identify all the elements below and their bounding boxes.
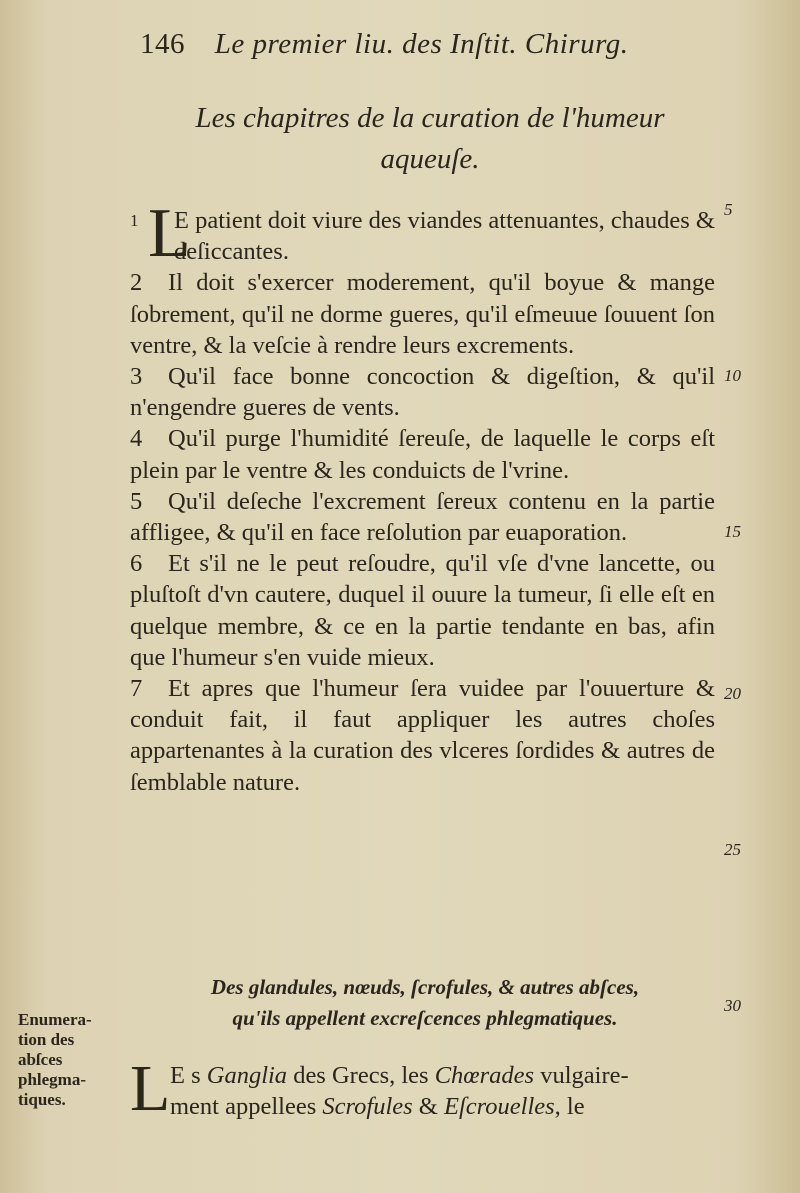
paragraph-6-text: Et s'il ne le peut reſoudre, qu'il vſe d'vne lancette, ou pluſtoſt d'vn cautere, duquel il ouure la tumeur, ſi elle eſt en quelque membre, & ce en la partie tendante en bas, afin que l'humeur s'en vuide mieux. bbox=[130, 550, 715, 671]
running-title: Le premier liu. des Inſtit. Chirurg. bbox=[214, 28, 629, 60]
text-run-italic: Eſcrouelles bbox=[443, 1093, 555, 1121]
line-number: 5 bbox=[724, 200, 733, 219]
paragraph-3 bbox=[130, 361, 715, 423]
paragraph-5-text: Qu'il deſeche l'excrement ſereux contenu en la partie affligee, & qu'il en face reſolution par euaporation. bbox=[130, 487, 715, 547]
text-run: E s bbox=[170, 1062, 207, 1089]
margin-note-line: abſces bbox=[18, 1050, 63, 1069]
text-run: ment appellees bbox=[170, 1093, 323, 1121]
final-line-1 bbox=[130, 1060, 715, 1091]
margin-note-line: phlegma- bbox=[18, 1070, 86, 1089]
chapter-title bbox=[130, 98, 730, 180]
paragraph-number: 5 bbox=[130, 487, 143, 515]
margin-note-line: Enumera- bbox=[18, 1010, 92, 1029]
margin-note bbox=[18, 1010, 128, 1110]
drop-cap: L bbox=[148, 195, 191, 272]
line-number: 25 bbox=[724, 840, 741, 859]
paragraph-number: 7 bbox=[130, 675, 143, 703]
line-number: 10 bbox=[724, 366, 741, 385]
subheading-line1: Des glandules, nœuds, ſcrofules, & autres abſces, bbox=[210, 975, 640, 999]
text-run-italic: Scrofules bbox=[322, 1093, 413, 1121]
chapter-body bbox=[130, 195, 715, 798]
line-number: 15 bbox=[724, 522, 741, 541]
paragraph-7 bbox=[130, 673, 715, 798]
drop-cap: L bbox=[130, 1052, 171, 1125]
text-run: des Grecs, les bbox=[287, 1062, 435, 1089]
text-run: vulgaire- bbox=[534, 1062, 629, 1089]
line-number: 30 bbox=[724, 996, 741, 1015]
subheading-line2: qu'ils appellent excreſcences phlegmatiques. bbox=[232, 1006, 618, 1030]
paragraph-1-text: E patient doit viure des viandes attenuantes, chaudes & deſiccantes. bbox=[174, 207, 715, 266]
text-run-italic: Chœrades bbox=[434, 1062, 535, 1089]
paragraph-number: 6 bbox=[130, 550, 143, 578]
margin-note-line: tion des bbox=[18, 1030, 75, 1049]
final-paragraph bbox=[130, 1052, 715, 1125]
footnote-mark: 1 bbox=[130, 211, 139, 230]
text-run-italic: Ganglia bbox=[206, 1062, 288, 1089]
paragraph-3-text: Qu'il face bonne concoction & digeſtion, & qu'il n'engendre gueres de vents. bbox=[130, 363, 715, 422]
paragraph-2 bbox=[130, 267, 715, 361]
paragraph-number: 2 bbox=[130, 269, 143, 297]
chapter-title-line2: aqueuſe. bbox=[380, 143, 480, 175]
line-number: 20 bbox=[724, 684, 741, 703]
paragraph-4 bbox=[130, 423, 715, 485]
margin-note-line: tiques. bbox=[18, 1090, 66, 1109]
page-number: 146 bbox=[140, 28, 185, 60]
text-run: & bbox=[412, 1093, 444, 1121]
paragraph-5 bbox=[130, 486, 715, 548]
chapter-title-line1: Les chapitres de la curation de l'humeur bbox=[195, 102, 665, 134]
paragraph-4-text: Qu'il purge l'humidité ſereuſe, de laquelle le corps eſt plein par le ventre & les conduicts de l'vrine. bbox=[130, 425, 715, 484]
paragraph-number: 4 bbox=[130, 425, 143, 453]
paragraph-2-text: Il doit s'exercer moderement, qu'il boyue & mange ſobrement, qu'il ne dorme gueres, qu'il eſmeuue ſouuent ſon ventre, & la veſcie à rendre leurs excrements. bbox=[130, 269, 715, 359]
text-run: , le bbox=[554, 1093, 585, 1121]
paragraph-6 bbox=[130, 548, 715, 673]
running-header bbox=[140, 28, 700, 61]
paragraph-1 bbox=[130, 195, 715, 272]
paragraph-7-text: Et apres que l'humeur ſera vuidee par l'ouuerture & conduit fait, il faut appliquer les autres choſes appartenantes à la curation des vlceres ſordides & autres de ſemblable nature. bbox=[130, 675, 715, 796]
section-subheading bbox=[145, 972, 705, 1034]
final-line-2 bbox=[130, 1091, 715, 1122]
paragraph-number: 3 bbox=[130, 363, 143, 391]
